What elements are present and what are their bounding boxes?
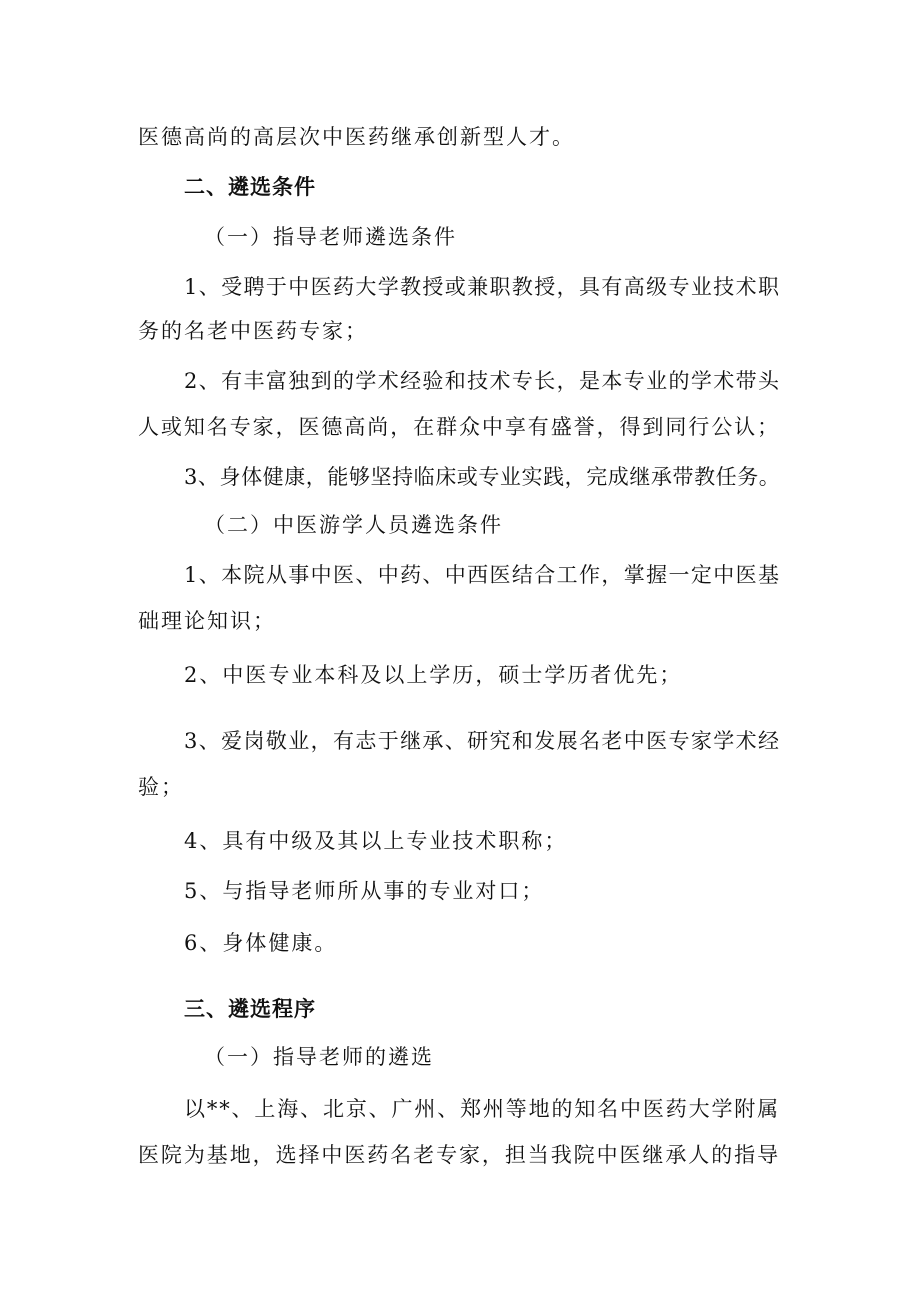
list-item-line: 2、中医专业本科及以上学历，硕士学历者优先； (184, 663, 683, 687)
paragraph-line: 以**、上海、北京、广州、郑州等地的知名中医药大学附属 (184, 1097, 780, 1121)
list-item-line: 3、爱岗敬业，有志于继承、研究和发展名老中医专家学术经 (184, 729, 781, 753)
list-item-line: 务的名老中医药专家； (138, 319, 368, 343)
section-heading-3: 三、遴选程序 (184, 997, 316, 1021)
list-item-line: 础理论知识； (138, 609, 276, 633)
paragraph-continuation: 医德高尚的高层次中医药继承创新型人才。 (138, 125, 575, 149)
list-item-line: 6、身体健康。 (184, 931, 338, 955)
subsection-heading: （二）中医游学人员遴选条件 (204, 513, 503, 537)
subsection-heading: （一）指导老师遴选条件 (204, 225, 457, 249)
list-item-line: 2、有丰富独到的学术经验和技术专长，是本专业的学术带头 (184, 369, 781, 393)
list-item-line: 人或知名专家，医德高尚，在群众中享有盛誉，得到同行公认； (138, 415, 780, 439)
list-item-line: 3、身体健康，能够坚持临床或专业实践，完成继承带教任务。 (184, 465, 781, 489)
subsection-heading: （一）指导老师的遴选 (204, 1045, 434, 1069)
list-item-line: 4、具有中级及其以上专业技术职称； (184, 829, 568, 853)
list-item-line: 验； (138, 775, 184, 799)
list-item-line: 5、与指导老师所从事的专业对口； (184, 879, 545, 903)
section-heading-2: 二、遴选条件 (184, 175, 316, 199)
list-item-line: 1、受聘于中医药大学教授或兼职教授，具有高级专业技术职 (184, 275, 781, 299)
paragraph-line: 医院为基地，选择中医药名老专家，担当我院中医继承人的指导 (138, 1143, 780, 1167)
list-item-line: 1、本院从事中医、中药、中西医结合工作，掌握一定中医基 (184, 563, 781, 587)
